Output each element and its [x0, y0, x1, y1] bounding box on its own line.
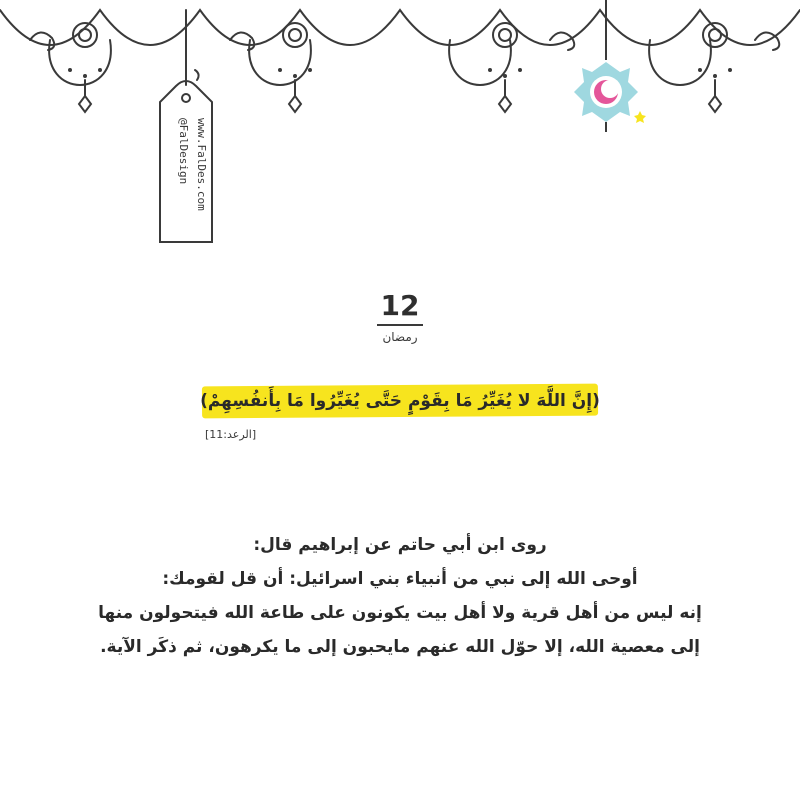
crescent-lantern-icon: [574, 0, 638, 132]
diamond-pendant-icon: [289, 80, 301, 112]
verse-reference: [الرعد:11]: [205, 428, 257, 441]
social-handle: @FalDesign: [177, 118, 190, 185]
quran-verse: (إِنَّ اللَّهَ لا يُغَيِّرُ مَا بِقَوْمٍ حَتَّى يُغَيِّرُوا مَا بِأَنفُسِهِمْ): [200, 391, 600, 411]
swirl-icon: [550, 32, 574, 50]
ramadan-garland-decoration: [0, 0, 800, 260]
website-url: www.FalDes.com: [195, 118, 208, 211]
narration-text: [90, 528, 710, 664]
day-divider: [377, 324, 423, 326]
narration-line: روى ابن أبي حاتم عن إبراهيم قال:: [253, 535, 547, 555]
flower-icon: [283, 23, 307, 47]
flower-icon: [493, 23, 517, 47]
narration-line: إنه ليس من أهل قرية ولا أهل بيت يكونون على طاعة الله فيتحولون منها: [98, 603, 702, 623]
narration-line: أوحى الله إلى نبي من أنبياء بني اسرائيل: أن قل لقومك:: [162, 569, 638, 589]
diamond-pendant-icon: [499, 80, 511, 112]
narration-line: إلى معصية الله، إلا حوّل الله عنهم مايحبون إلى ما يكرهون، ثم ذكَر الآية.: [100, 637, 700, 657]
garland-scallops: [0, 10, 800, 45]
day-number: 12: [380, 289, 420, 322]
dot-pattern: [68, 68, 732, 78]
diamond-pendant-icon: [709, 80, 721, 112]
star-icon: [634, 111, 646, 123]
month-name: رمضان: [382, 330, 418, 344]
verse-block: [200, 381, 600, 421]
ramadan-day-block: [340, 290, 460, 345]
